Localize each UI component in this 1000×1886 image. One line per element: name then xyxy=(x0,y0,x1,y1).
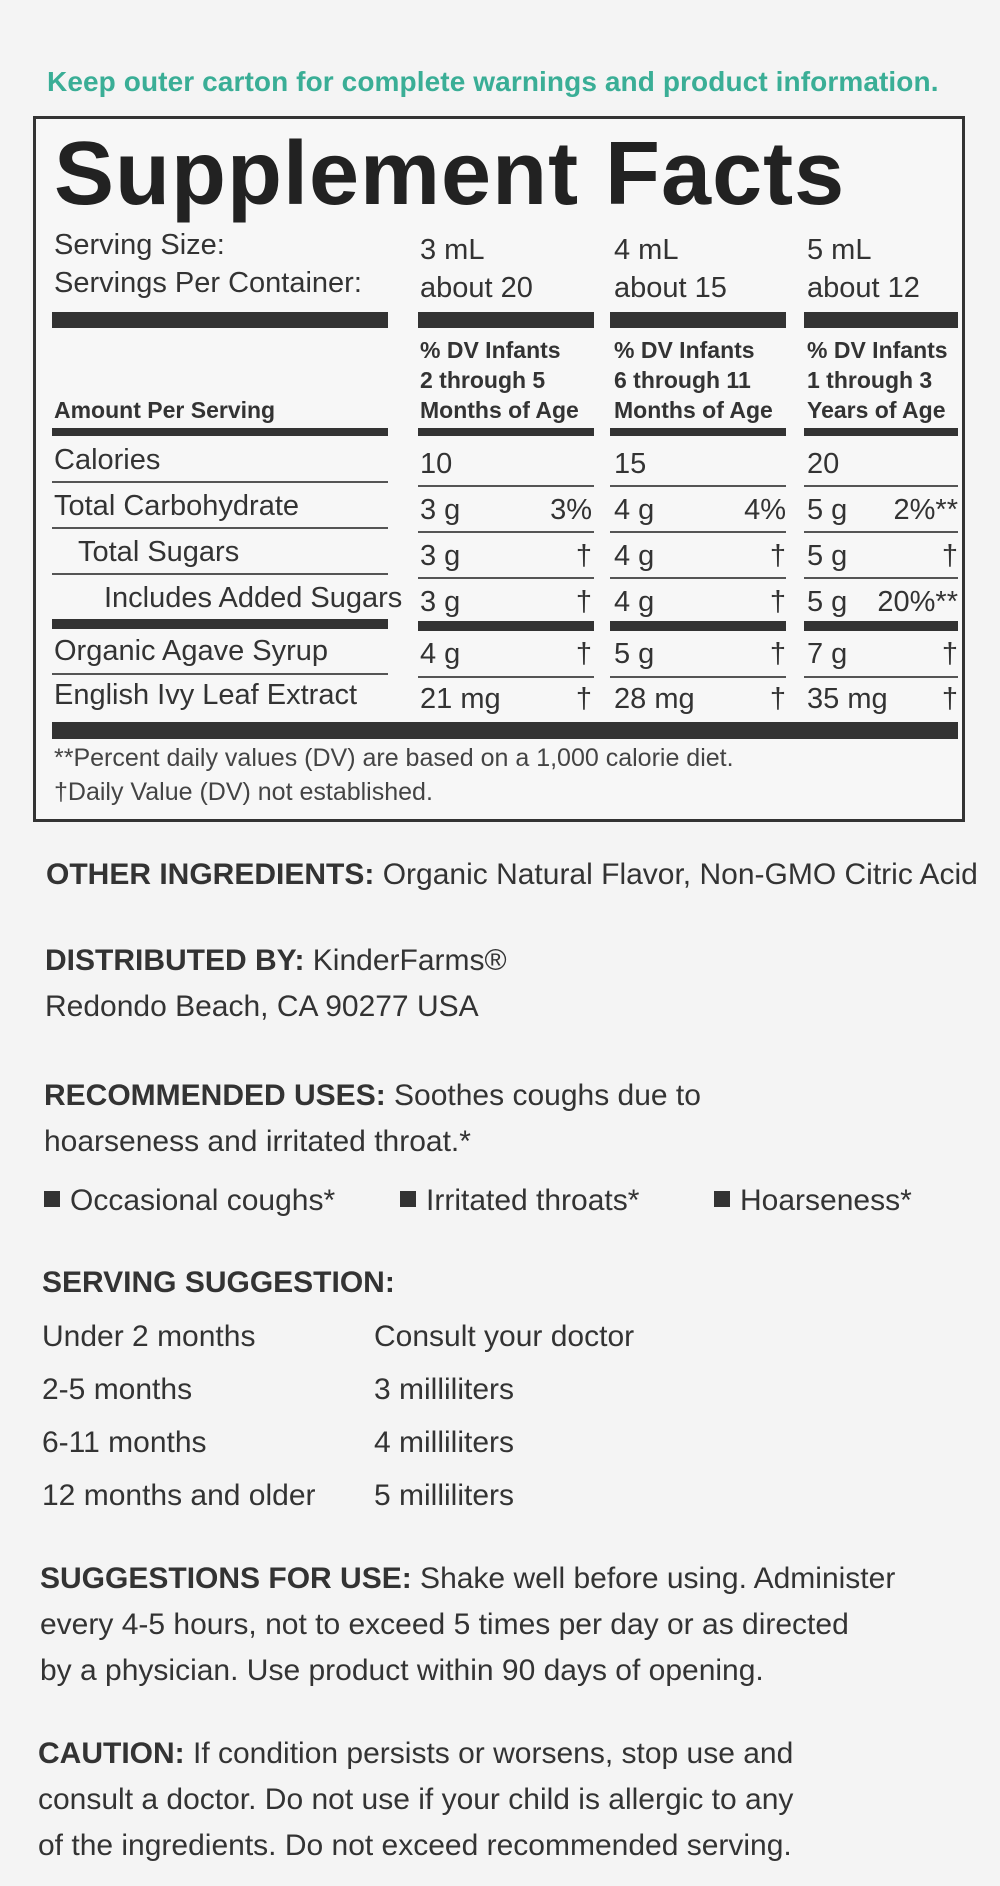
row-total-sugars-col1-amount: 3 g xyxy=(420,540,461,572)
other-ingredients xyxy=(46,852,978,898)
thick-rule xyxy=(52,312,388,328)
row-calories-name: Calories xyxy=(54,444,161,476)
row-divider xyxy=(52,673,388,675)
suggestion-age: 6-11 months xyxy=(42,1426,207,1459)
row-total-sugars-name: Total Sugars xyxy=(78,536,240,568)
row-added-sugars-col2-dv: † xyxy=(769,586,786,618)
suggestion-age: 12 months and older xyxy=(42,1479,316,1512)
medium-rule xyxy=(418,621,594,631)
medium-rule xyxy=(610,621,786,631)
col3-dv-header-line3: Years of Age xyxy=(807,397,946,423)
row-ivy-col2-amount: 28 mg xyxy=(614,683,695,715)
row-divider xyxy=(52,527,388,529)
row-divider xyxy=(418,485,594,487)
row-divider xyxy=(610,676,786,678)
suggestions-for-use xyxy=(40,1556,895,1694)
row-carbohydrate-col1-amount: 3 g xyxy=(420,494,461,526)
supplement-facts-panel xyxy=(33,116,965,822)
row-calories-col3-amount: 20 xyxy=(807,448,840,480)
caution-label: CAUTION: xyxy=(38,1737,185,1770)
col1-serving-size: 3 mL xyxy=(420,234,485,266)
square-bullet-icon xyxy=(400,1191,416,1207)
suggestions-for-use-line2: every 4-5 hours, not to exceed 5 times per day or as directed xyxy=(40,1608,849,1641)
footnote-percent-dv: **Percent daily values (DV) are based on a 1,000 calorie diet. xyxy=(54,744,734,772)
serving-size-label: Serving Size: xyxy=(54,229,225,261)
row-divider xyxy=(52,481,388,483)
row-total-sugars-col2-amount: 4 g xyxy=(614,540,655,572)
row-divider xyxy=(804,531,958,533)
row-divider xyxy=(610,485,786,487)
suggestion-amount: Consult your doctor xyxy=(374,1320,635,1353)
row-divider xyxy=(418,676,594,678)
col1-servings: about 20 xyxy=(420,272,533,304)
amount-per-serving-label: Amount Per Serving xyxy=(54,397,276,423)
row-added-sugars-col1-amount: 3 g xyxy=(420,586,461,618)
col2-dv-header-line1: % DV Infants xyxy=(614,337,755,363)
row-total-sugars-col1-dv: † xyxy=(575,540,592,572)
col3-dv-header-line2: 1 through 3 xyxy=(807,367,933,393)
distributed-address: Redondo Beach, CA 90277 USA xyxy=(45,990,479,1023)
row-added-sugars-col3-amount: 5 g xyxy=(807,586,848,618)
row-agave-col2-amount: 5 g xyxy=(614,638,655,670)
suggestion-amount: 3 milliliters xyxy=(374,1373,515,1406)
row-carbohydrate-col1-dv: 3% xyxy=(550,494,592,526)
serving-suggestion-label: SERVING SUGGESTION: xyxy=(42,1266,395,1299)
recommended-text: Soothes coughs due to xyxy=(385,1079,701,1112)
row-divider xyxy=(418,531,594,533)
suggestions-for-use-label: SUGGESTIONS FOR USE: xyxy=(40,1562,412,1595)
row-ivy-col2-dv: † xyxy=(769,683,786,715)
recommended-uses xyxy=(44,1073,701,1165)
thick-rule xyxy=(418,312,594,328)
row-agave-col1-dv: † xyxy=(575,638,592,670)
thick-rule xyxy=(804,312,958,328)
row-calories-col2-amount: 15 xyxy=(614,448,647,480)
distributed-label: DISTRIBUTED BY: xyxy=(45,944,305,977)
suggestion-amount: 4 milliliters xyxy=(374,1426,515,1459)
recommended-text-line2: hoarseness and irritated throat.* xyxy=(44,1125,471,1158)
suggestion-age: 2-5 months xyxy=(42,1373,193,1406)
row-divider xyxy=(610,531,786,533)
medium-rule xyxy=(418,428,594,436)
footnote-dv-not-established: †Daily Value (DV) not established. xyxy=(54,778,433,806)
row-divider xyxy=(418,577,594,579)
row-added-sugars-col2-amount: 4 g xyxy=(614,586,655,618)
row-agave-col3-amount: 7 g xyxy=(807,638,848,670)
bullet-occasional-coughs: Occasional coughs* xyxy=(44,1178,335,1224)
caution-text: If condition persists or worsens, stop use and xyxy=(184,1737,794,1770)
medium-rule xyxy=(52,428,388,436)
square-bullet-icon xyxy=(44,1191,60,1207)
caution-line3: of the ingredients. Do not exceed recommended serving. xyxy=(38,1829,792,1862)
row-ivy-col1-dv: † xyxy=(575,683,592,715)
carton-warning: Keep outer carton for complete warnings and product information. xyxy=(47,66,939,97)
row-agave-name: Organic Agave Syrup xyxy=(54,635,329,667)
row-divider xyxy=(610,577,786,579)
col2-servings: about 15 xyxy=(614,272,727,304)
row-divider xyxy=(804,577,958,579)
col3-servings: about 12 xyxy=(807,272,920,304)
row-total-sugars-col3-amount: 5 g xyxy=(807,540,848,572)
row-ivy-col1-amount: 21 mg xyxy=(420,683,501,715)
col1-dv-header-line2: 2 through 5 xyxy=(420,367,546,393)
row-carbohydrate-col2-amount: 4 g xyxy=(614,494,655,526)
row-added-sugars-col3-dv: 20%** xyxy=(877,586,958,618)
col2-dv-header-line2: 6 through 11 xyxy=(614,367,751,393)
thick-rule xyxy=(52,722,958,739)
suggestions-for-use-text: Shake well before using. Administer xyxy=(411,1562,896,1595)
thick-rule xyxy=(610,312,786,328)
row-carbohydrate-col3-dv: 2%** xyxy=(893,494,958,526)
col3-dv-header-line1: % DV Infants xyxy=(807,337,948,363)
col1-dv-header-line1: % DV Infants xyxy=(420,337,561,363)
suggestion-age: Under 2 months xyxy=(42,1320,256,1353)
col1-dv-header-line3: Months of Age xyxy=(420,397,579,423)
col3-serving-size: 5 mL xyxy=(807,234,872,266)
row-divider xyxy=(52,573,388,575)
medium-rule xyxy=(610,428,786,436)
facts-title: Supplement Facts xyxy=(54,124,846,224)
facts-footnotes xyxy=(54,741,734,809)
row-ivy-col3-amount: 35 mg xyxy=(807,683,888,715)
bullet-hoarseness: Hoarseness* xyxy=(714,1178,912,1224)
row-ivy-col3-dv: † xyxy=(941,683,958,715)
square-bullet-icon xyxy=(714,1191,730,1207)
caution xyxy=(38,1731,793,1869)
row-added-sugars-col1-dv: † xyxy=(575,586,592,618)
row-agave-col3-dv: † xyxy=(941,638,958,670)
suggestion-amount: 5 milliliters xyxy=(374,1479,515,1512)
medium-rule xyxy=(804,621,958,631)
distributed-company: KinderFarms® xyxy=(304,944,507,977)
row-total-sugars-col3-dv: † xyxy=(941,540,958,572)
row-agave-col1-amount: 4 g xyxy=(420,638,461,670)
row-ivy-name: English Ivy Leaf Extract xyxy=(54,679,358,711)
row-added-sugars-name: Includes Added Sugars xyxy=(104,582,403,614)
medium-rule xyxy=(804,428,958,436)
distributed-by xyxy=(45,938,507,1030)
row-calories-col1-amount: 10 xyxy=(420,448,453,480)
suggestions-for-use-line3: by a physician. Use product within 90 days of opening. xyxy=(40,1654,764,1687)
row-agave-col2-dv: † xyxy=(769,638,786,670)
servings-per-container-label: Servings Per Container: xyxy=(54,267,362,299)
other-ingredients-text: Organic Natural Flavor, Non-GMO Citric Acid xyxy=(374,858,978,891)
bullet-irritated-throats: Irritated throats* xyxy=(400,1178,639,1224)
col2-dv-header-line3: Months of Age xyxy=(614,397,773,423)
row-carbohydrate-col3-amount: 5 g xyxy=(807,494,848,526)
row-total-sugars-col2-dv: † xyxy=(769,540,786,572)
row-divider xyxy=(804,485,958,487)
col2-serving-size: 4 mL xyxy=(614,234,679,266)
row-carbohydrate-col2-dv: 4% xyxy=(744,494,786,526)
caution-line2: consult a doctor. Do not use if your child is allergic to any xyxy=(38,1783,794,1816)
recommended-label: RECOMMENDED USES: xyxy=(44,1079,386,1112)
row-divider xyxy=(804,676,958,678)
medium-rule xyxy=(52,619,388,629)
row-carbohydrate-name: Total Carbohydrate xyxy=(54,490,300,522)
other-ingredients-label: OTHER INGREDIENTS: xyxy=(46,858,375,891)
